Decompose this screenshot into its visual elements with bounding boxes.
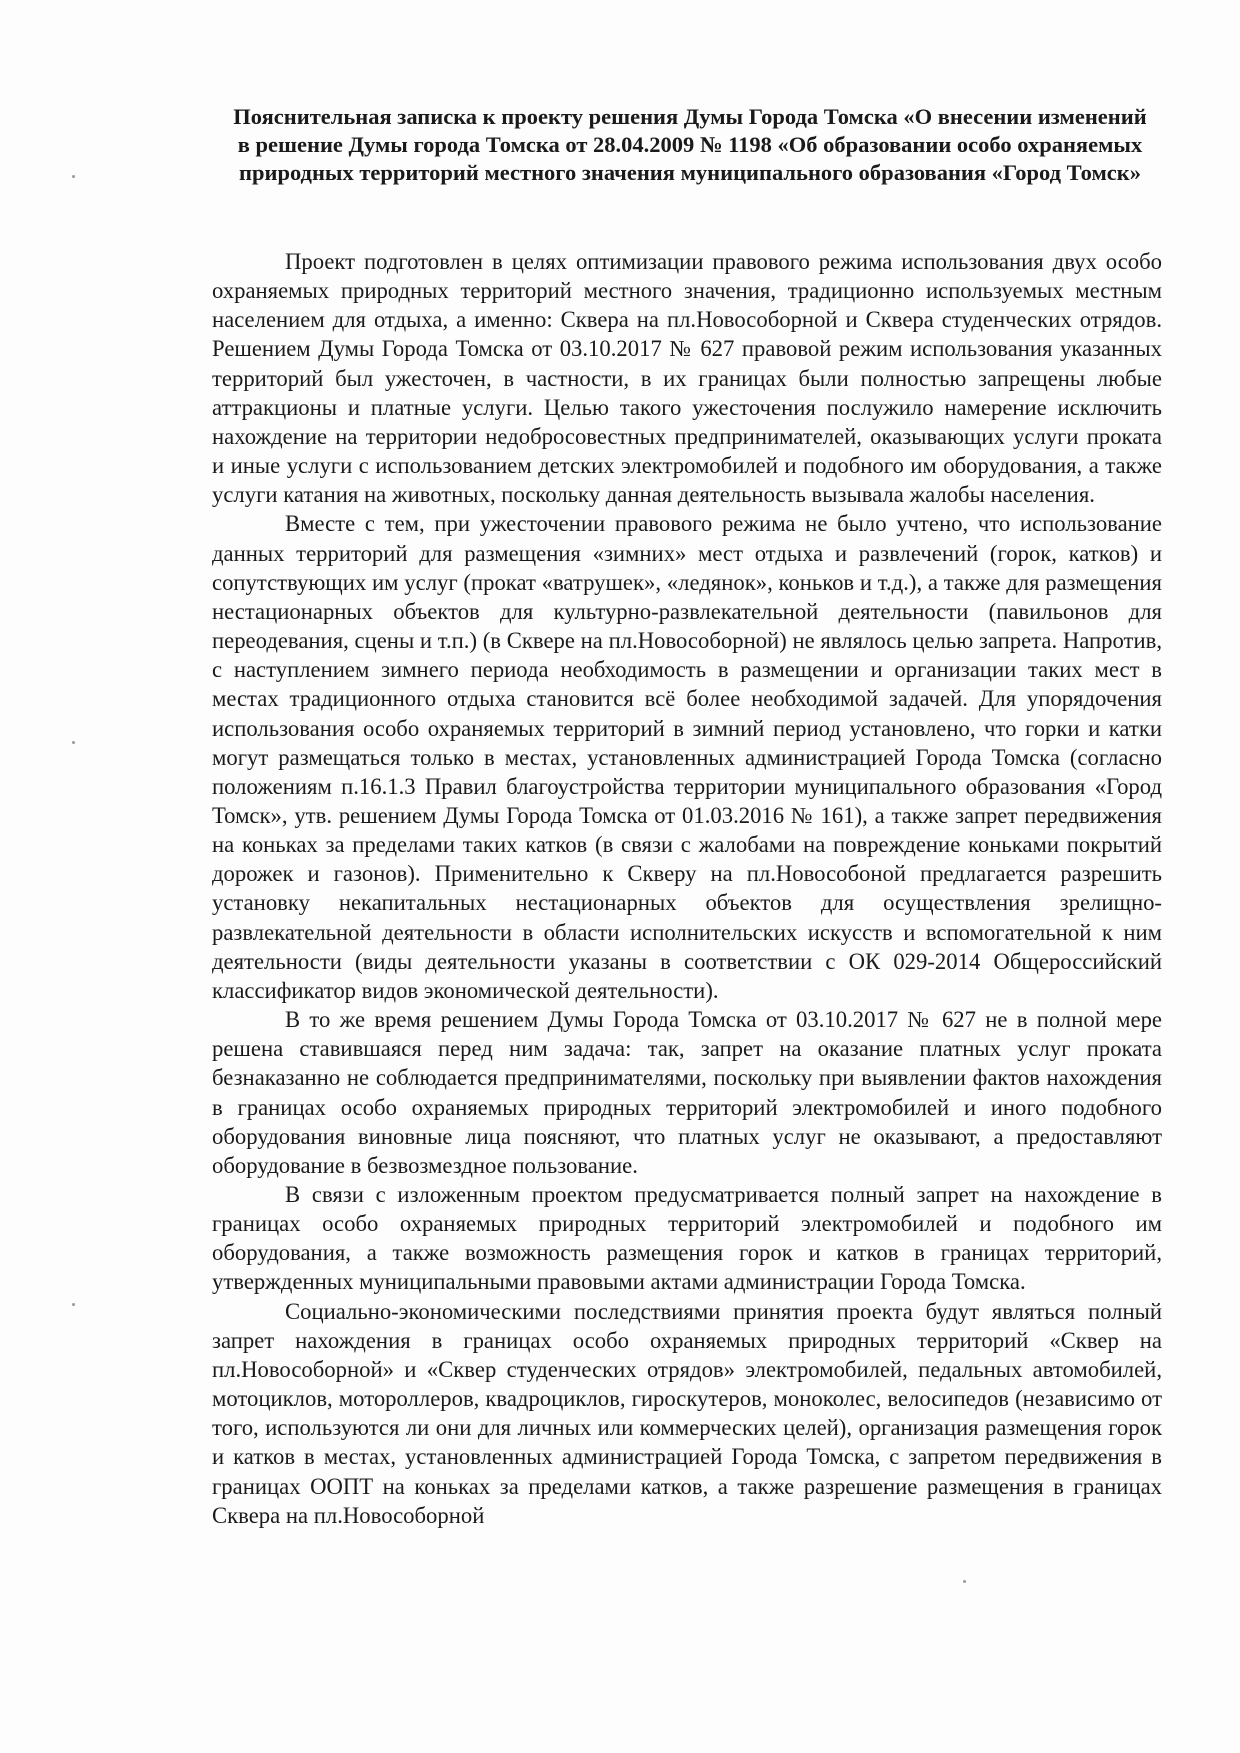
paragraph-1: Проект подготовлен в целях оптимизации правового режима использования двух особо охраняемых природных территорий местного значения, традиционно используемых местным населением для отдыха, а именно: Сквера на пл.Новособорной и Сквера студенческих отрядов. Решением Думы Города Томска от 03.10.2017 № 627 правовой режим использования указанных территорий был ужесточен, в частности, в их границах были полностью запрещены любые аттракционы и платные услуги. Целью такого ужесточения послужило намерение исключить нахождение на территории недобросовестных предпринимателей, оказывающих услуги проката и иные услуги с использованием детских электромобилей и подобного им оборудования, а также услуги катания на животных, поскольку данная деятельность вызывала жалобы населения. bbox=[212, 249, 1162, 508]
scan-dot bbox=[963, 1580, 966, 1583]
paragraph-5: Социально-экономическими последствиями принятия проекта будут являться полный запрет нахождения в границах особо охраняемых природных территорий «Сквер на пл.Новособорной» и «Сквер студенческих отрядов» электромобилей, педальных автомобилей, мотоциклов, мотороллеров, квадроциклов, гироскутеров, моноколес, велосипедов (независимо от того, используются ли они для личных или коммерческих целей), организация размещения горок и катков в местах, установленных администрацией Города Томска, с запретом передвижения в границах ООПТ на коньках за пределами катков, а также разрешение размещения в границах Сквера на пл.Новособорной bbox=[212, 1298, 1162, 1528]
document-title: Пояснительная записка к проекту решения Думы Города Томска «О внесении изменений в решение Думы города Томска от 28.04.2009 № 1198 «Об образовании особо охраняемых природных территорий местного значения муниципального образования «Город Томск» bbox=[233, 104, 1147, 185]
scan-dot bbox=[72, 1303, 75, 1306]
paragraph-2: Вместе с тем, при ужесточении правового режима не было учтено, что использование данных территорий для размещения «зимних» мест отдыха и развлечений (горок, катков) и сопутствующих им услуг (прокат «ватрушек», «ледянок», коньков и т.д.), а также для размещения нестационарных объектов для культурно-развлекательной деятельности (павильонов для переодевания, сцены и т.п.) (в Сквере на пл.Новособорной) не являлось целью запрета. Напротив, с наступлением зимнего периода необходимость в размещении и организации таких мест в местах традиционного отдыха становится всё более необходимой задачей. Для упорядочения использования особо охраняемых территорий в зимний период установлено, что горки и катки могут размещаться только в местах, установленных администрацией Города Томска (согласно положениям п.16.1.3 Правил благоустройства территории муниципального образования «Город Томск», утв. решением Думы Города Томска от 01.03.2016 № 161), а также запрет передвижения на коньках за пределами таких катков (в связи с жалобами на повреждение коньками покрытий дорожек и газонов). Применительно к Скверу на пл.Новособоной предлагается разрешить установку некапитальных нестационарных объектов для осуществления зрелищно-развлекательной деятельности в области исполнительских искусств и вспомогательной к ним деятельности (виды деятельности указаны в соответствии с ОК 029-2014 Общероссийский классификатор видов экономической деятельности). bbox=[212, 511, 1162, 1003]
paragraph-4: В связи с изложенным проектом предусматривается полный запрет на нахождение в границах особо охраняемых природных территорий электромобилей и подобного им оборудования, а также возможность размещения горок и катков в границах территорий, утвержденных муниципальными правовыми актами администрации Города Томска. bbox=[212, 1182, 1162, 1295]
paragraph-3: В то же время решением Думы Города Томска от 03.10.2017 № 627 не в полной мере решена ставившаяся перед ним задача: так, запрет на оказание платных услуг проката безнаказанно не соблюдается предпринимателями, поскольку при выявлении фактов нахождения в границах особо охраняемых природных территорий электромобилей и иного подобного оборудования виновные лица поясняют, что платных услуг не оказывают, а предоставляют оборудование в безвозмездное пользование. bbox=[212, 1007, 1162, 1178]
document-body bbox=[212, 247, 1162, 1530]
scan-dot bbox=[72, 741, 75, 744]
scan-dot bbox=[72, 175, 75, 178]
